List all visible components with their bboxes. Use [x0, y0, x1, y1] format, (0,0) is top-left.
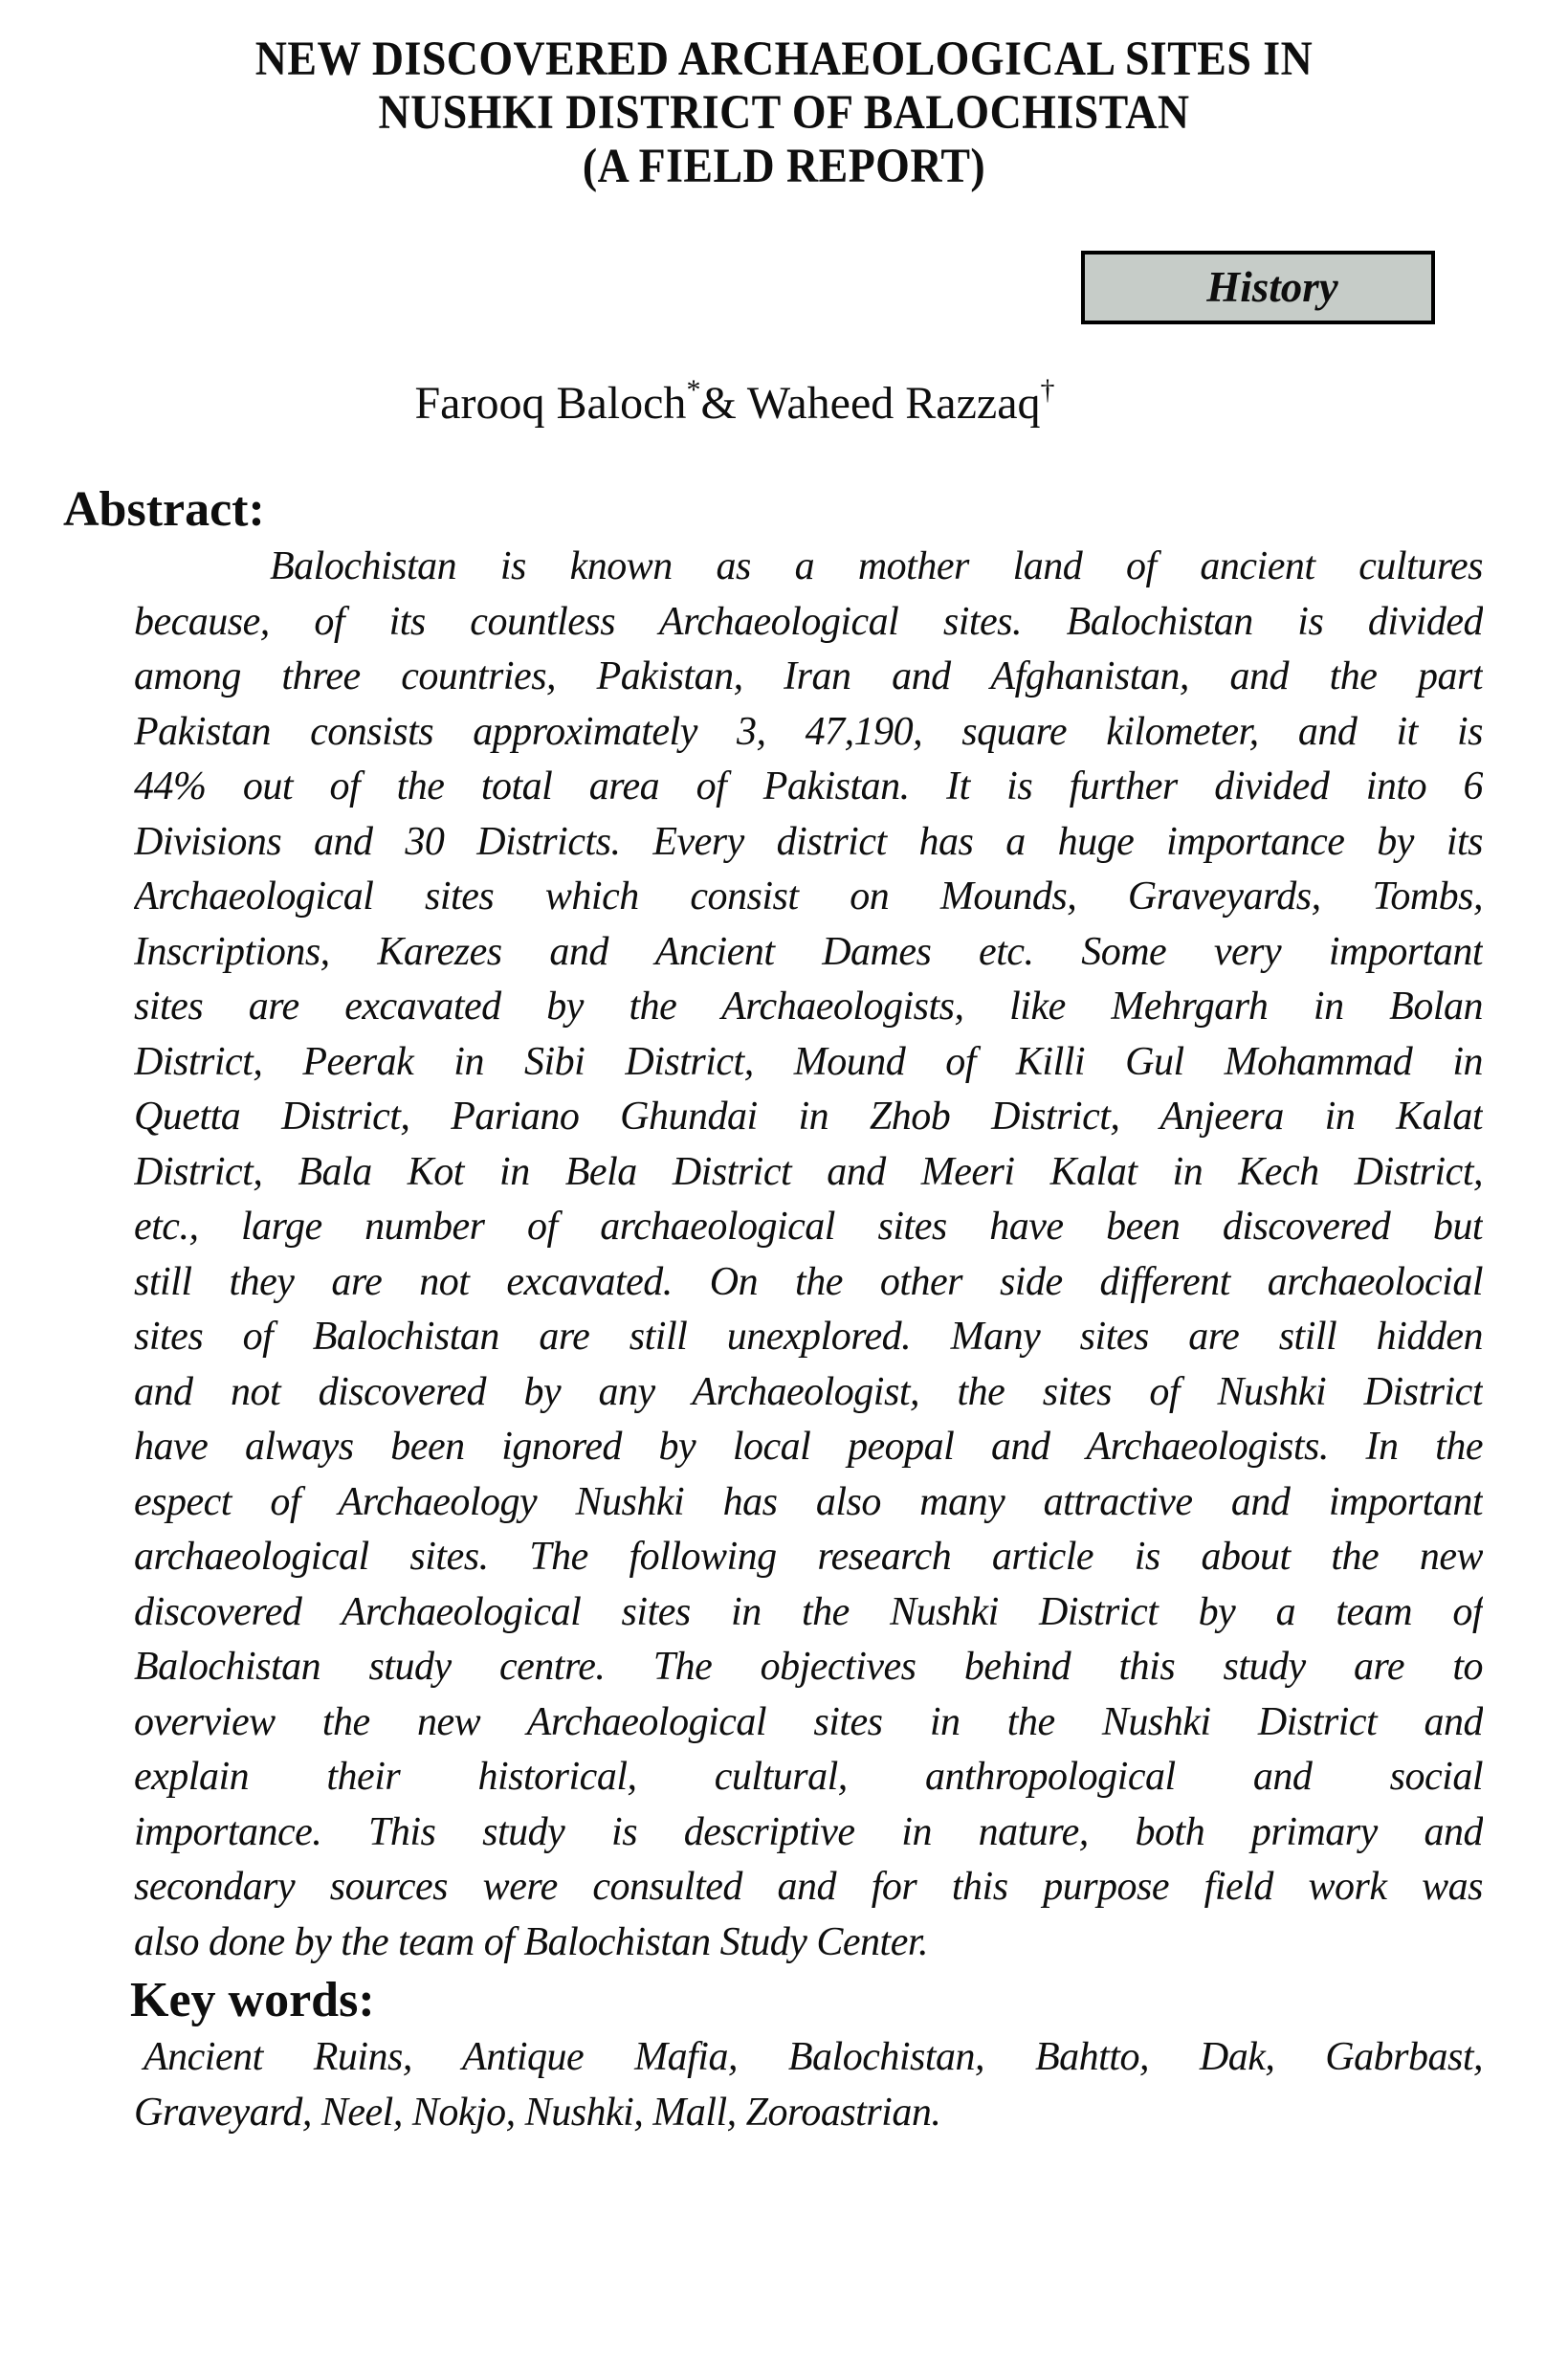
paper-title — [78, 33, 1490, 193]
author-name-2: & Waheed Razzaq — [700, 378, 1041, 429]
abstract-line: Divisions and 30 Districts. Every district has a huge importance by its — [134, 819, 1483, 864]
author-footnote-marker-1: * — [686, 374, 701, 406]
abstract-line: overview the new Archaeological sites in the Nushki District and — [134, 1699, 1483, 1744]
abstract-line: secondary sources were consulted and for this purpose field work was — [134, 1865, 1483, 1909]
abstract-line: sites of Balochistan are still unexplored. Many sites are still hidden — [134, 1315, 1483, 1359]
keywords-heading: Key words: — [130, 1973, 375, 2027]
abstract-line: District, Bala Kot in Bela District and Meeri Kalat in Kech District, — [134, 1149, 1483, 1194]
abstract-line: District, Peerak in Sibi District, Mound of Killi Gul Mohammad in — [134, 1039, 1483, 1084]
paper-title-line-2: NUSHKI DISTRICT OF BALOCHISTAN — [378, 86, 1190, 140]
abstract-line: have always been ignored by local peopal and Archaeologists. In the — [134, 1425, 1483, 1469]
paper-title-line-1: NEW DISCOVERED ARCHAEOLOGICAL SITES IN — [254, 33, 1314, 86]
abstract-line: espect of Archaeology Nushki has also many attractive and important — [134, 1479, 1483, 1524]
abstract-line: Balochistan study centre. The objectives behind this study are to — [134, 1645, 1483, 1689]
category-box — [1081, 251, 1435, 324]
abstract-line: explain their historical, cultural, anthropological and social — [134, 1755, 1483, 1799]
abstract-line: sites are excavated by the Archaeologists, like Mehrgarh in Bolan — [134, 985, 1483, 1029]
keywords-body — [134, 2030, 1483, 2140]
abstract-line: Balochistan is known as a mother land of ancient cultures — [270, 544, 1483, 588]
abstract-line: Quetta District, Pariano Ghundai in Zhob District, Anjeera in Kalat — [134, 1095, 1483, 1139]
abstract-line: discovered Archaeological sites in the Nushki District by a team of — [134, 1589, 1483, 1634]
abstract-heading: Abstract: — [63, 482, 265, 537]
author-footnote-marker-2: † — [1040, 374, 1055, 406]
abstract-line: Archaeological sites which consist on Mounds, Graveyards, Tombs, — [134, 875, 1483, 919]
authors-line — [0, 375, 1469, 432]
abstract-line: 44% out of the total area of Pakistan. It is further divided into 6 — [134, 764, 1483, 808]
abstract-line: Inscriptions, Karezes and Ancient Dames etc. Some very important — [134, 929, 1483, 974]
category-label: History — [1206, 263, 1338, 311]
abstract-line: because, of its countless Archaeological sites. Balochistan is divided — [134, 599, 1483, 644]
abstract-line: importance. This study is descriptive in nature, both primary and — [134, 1809, 1483, 1854]
abstract-line: Pakistan consists approximately 3, 47,190, square kilometer, and it is — [134, 709, 1483, 754]
abstract-line: archaeological sites. The following research article is about the new — [134, 1535, 1483, 1579]
abstract-line: also done by the team of Balochistan Study Center. — [134, 1919, 929, 1964]
abstract-line: etc., large number of archaeological sites have been discovered but — [134, 1205, 1483, 1249]
author-name-1: Farooq Baloch — [414, 378, 687, 429]
keywords-line: Graveyard, Neel, Nokjo, Nushki, Mall, Zoroastrian. — [134, 2090, 941, 2135]
abstract-line: and not discovered by any Archaeologist, the sites of Nushki District — [134, 1369, 1483, 1414]
abstract-line: still they are not excavated. On the other side different archaeolocial — [134, 1259, 1483, 1304]
paper-title-line-3: (A FIELD REPORT) — [582, 140, 986, 193]
abstract-line: among three countries, Pakistan, Iran and Afghanistan, and the part — [134, 654, 1483, 698]
abstract-body — [134, 540, 1483, 1970]
keywords-line: Ancient Ruins, Antique Mafia, Balochistan, Bahtto, Dak, Gabrbast, — [144, 2035, 1483, 2079]
